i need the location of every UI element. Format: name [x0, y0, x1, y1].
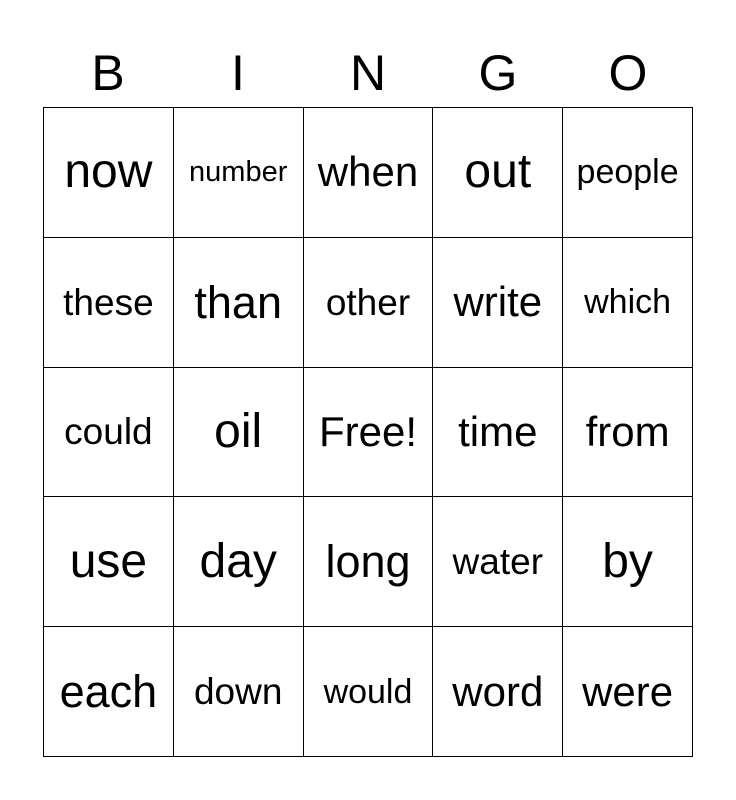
- bingo-cell[interactable]: out: [433, 108, 563, 238]
- header-letter-g: G: [478, 45, 518, 101]
- bingo-cell[interactable]: water: [433, 497, 563, 627]
- bingo-cell[interactable]: people: [563, 108, 693, 238]
- bingo-cell[interactable]: now: [44, 108, 174, 238]
- bingo-cell[interactable]: than: [174, 238, 304, 368]
- bingo-cell[interactable]: by: [563, 497, 693, 627]
- bingo-cell[interactable]: from: [563, 368, 693, 498]
- bingo-cell[interactable]: oil: [174, 368, 304, 498]
- bingo-cell[interactable]: down: [174, 627, 304, 757]
- bingo-cell[interactable]: long: [304, 497, 434, 627]
- bingo-cell[interactable]: would: [304, 627, 434, 757]
- bingo-cell[interactable]: were: [563, 627, 693, 757]
- header-letter-n: N: [349, 45, 387, 101]
- bingo-cell[interactable]: number: [174, 108, 304, 238]
- bingo-card-grid: [43, 107, 693, 757]
- bingo-cell[interactable]: could: [44, 368, 174, 498]
- free-space-cell[interactable]: Free!: [304, 368, 434, 498]
- bingo-cell[interactable]: time: [433, 368, 563, 498]
- bingo-cell[interactable]: day: [174, 497, 304, 627]
- bingo-cell[interactable]: when: [304, 108, 434, 238]
- bingo-cell[interactable]: write: [433, 238, 563, 368]
- header-letter-b: B: [91, 45, 125, 101]
- bingo-cell[interactable]: word: [433, 627, 563, 757]
- bingo-header: [43, 40, 693, 106]
- bingo-cell[interactable]: other: [304, 238, 434, 368]
- bingo-cell[interactable]: these: [44, 238, 174, 368]
- header-letter-o: O: [608, 45, 648, 101]
- bingo-cell[interactable]: use: [44, 497, 174, 627]
- bingo-cell[interactable]: which: [563, 238, 693, 368]
- header-letter-i: I: [231, 45, 245, 101]
- bingo-cell[interactable]: each: [44, 627, 174, 757]
